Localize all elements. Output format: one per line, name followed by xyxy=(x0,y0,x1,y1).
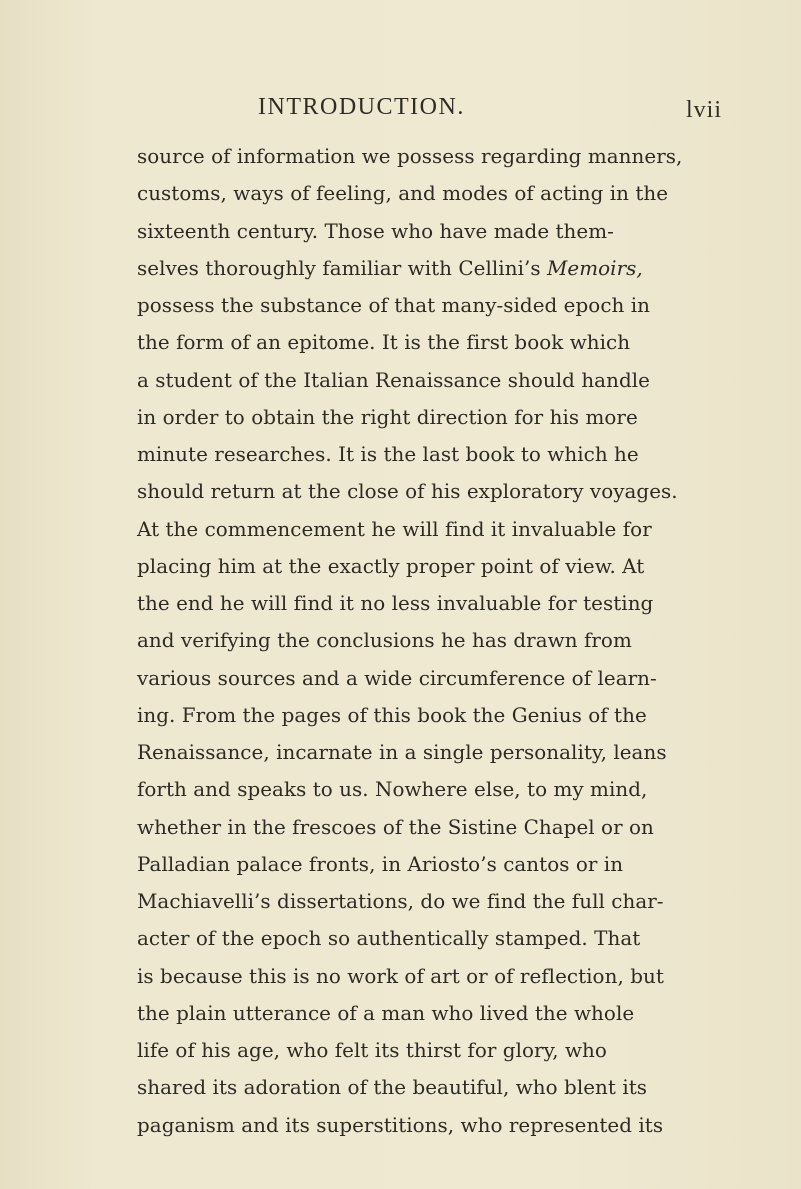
text-line-16: ing. From the pages of this book the Genius of the xyxy=(137,703,647,727)
text-line-21: Machiavelli’s dissertations, do we find the full char- xyxy=(137,890,664,913)
text-line-27: paganism and its superstitions, who represented its xyxy=(137,1113,664,1137)
text-line-12: placing him at the exactly proper point of view. At xyxy=(137,554,645,578)
text-line-10: should return at the close of his exploratory voyages. xyxy=(137,480,678,504)
text-line-5: possess the substance of that many-sided epoch in xyxy=(137,294,651,317)
running-title: INTRODUCTION. xyxy=(258,94,465,120)
text-line-24: the plain utterance of a man who lived the whole xyxy=(137,1001,635,1025)
text-line-7: a student of the Italian Renaissance should handle xyxy=(137,368,650,392)
text-line-14: and verifying the conclusions he has drawn from xyxy=(137,629,632,653)
text-line-3: sixteenth century. Those who have made them- xyxy=(137,219,614,243)
text-line-17: Renaissance, incarnate in a single personality, leans xyxy=(137,741,667,764)
text-line-19: whether in the frescoes of the Sistine Chapel or on xyxy=(137,815,654,839)
body-text xyxy=(137,138,683,1144)
running-head xyxy=(0,94,801,128)
text-line-9: minute researches. It is the last book to which he xyxy=(137,443,639,466)
text-line-6: the form of an epitome. It is the first book which xyxy=(137,331,631,355)
text-line-26: shared its adoration of the beautiful, who blent its xyxy=(137,1076,648,1100)
text-line-22: acter of the epoch so authentically stamped. That xyxy=(137,927,641,951)
text-line-2: customs, ways of feeling, and modes of acting in the xyxy=(137,182,669,206)
text-line-13: the end he will find it no less invaluable for testing xyxy=(137,592,654,615)
page-number: lvii xyxy=(686,97,723,123)
text-line-18: forth and speaks to us. Nowhere else, to my mind, xyxy=(137,778,648,802)
text-line-20: Palladian palace fronts, in Ariosto’s cantos or in xyxy=(137,852,624,876)
text-line-25: life of his age, who felt its thirst for glory, who xyxy=(137,1039,607,1062)
italic-title-memoirs: Memoirs, xyxy=(546,256,643,280)
text-line-23: is because this is no work of art or of reflection, but xyxy=(137,964,664,988)
text-line-8: in order to obtain the right direction for his more xyxy=(137,405,638,429)
text-line-4-lead: selves thoroughly familiar with Cellini’s xyxy=(137,256,547,280)
text-line-4 xyxy=(137,250,643,287)
text-line-1: source of information we possess regarding manners, xyxy=(137,145,683,168)
text-line-15: various sources and a wide circumference of learn- xyxy=(137,666,657,690)
text-line-11: At the commencement he will find it invaluable for xyxy=(137,517,652,541)
